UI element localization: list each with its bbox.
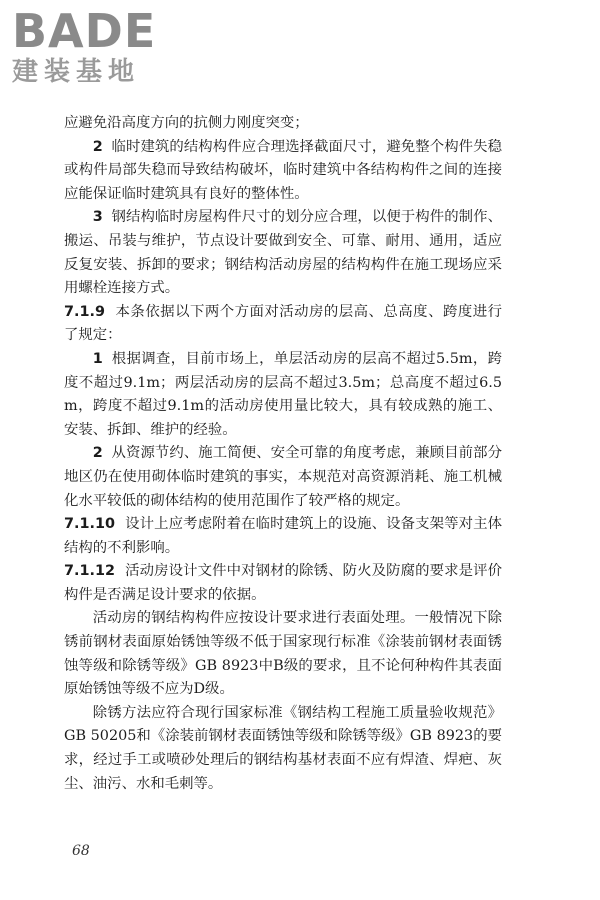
paragraph-text: 从资源节约、施工简便、安全可靠的角度考虑，兼顾目前部分地区仍在使用砌体临时建筑的事实，本规范对高资源消耗、施工机械化水平较低的砌体结构的使用范围作了较严格的规定。	[64, 445, 502, 509]
page-number: 68	[72, 843, 90, 859]
logo-wordmark: BADE	[12, 4, 157, 58]
clause-number: 7.1.10	[64, 516, 115, 533]
paragraph-text: 活动房的钢结构构件应按设计要求进行表面处理。一般情况下除锈前钢材表面原始锈蚀等级不低于国家现行标准《涂装前钢材表面锈蚀等级和除锈等级》GB 8923中B级的要求，且不论何种构件其表面原始锈蚀等级不应为D级。	[64, 610, 502, 698]
paragraph-text: 根据调查，目前市场上，单层活动房的层高不超过5.5m，跨度不超过9.1m；两层活动房的层高不超过3.5m；总高度不超过6.5m，跨度不超过9.1m的活动房使用量比较大，具有较成熟的施工、安装、拆卸、维护的经验。	[64, 350, 502, 438]
clause-number: 7.1.12	[64, 563, 115, 580]
item-number: 2	[92, 138, 103, 155]
body-paragraph	[64, 702, 502, 796]
paragraph-text: 应避免沿高度方向的抗侧力刚度突变；	[64, 115, 309, 131]
paragraph-continuation	[64, 112, 502, 136]
paragraph-text: 钢结构临时房屋构件尺寸的划分应合理，以便于构件的制作、搬运、吊装与维护，节点设计要做到安全、可靠、耐用、通用，适应反复安装、拆卸的要求；钢结构活动房屋的结构构件在施工现场应采用螺栓连接方式。	[64, 209, 502, 297]
clause-paragraph	[64, 560, 502, 607]
item-number: 1	[92, 350, 103, 367]
paragraph-text: 临时建筑的结构构件应合理选择截面尺寸，避免整个构件失稳或构件局部失稳而导致结构破坏，临时建筑中各结构构件之间的连接应能保证临时建筑具有良好的整体性。	[64, 138, 502, 202]
clause-number: 7.1.9	[64, 303, 105, 320]
paragraph-text: 设计上应考虑附着在临时建筑上的设施、设备支架等对主体结构的不利影响。	[64, 516, 502, 556]
list-item	[64, 348, 502, 442]
paragraph-text: 活动房设计文件中对钢材的除锈、防火及防腐的要求是评价构件是否满足设计要求的依据。	[64, 563, 502, 603]
list-item	[64, 136, 502, 207]
clause-paragraph	[64, 513, 502, 560]
site-logo	[12, 6, 182, 88]
paragraph-text: 本条依据以下两个方面对活动房的层高、总高度、跨度进行了规定：	[64, 303, 502, 344]
logo-subtitle: 建装基地	[12, 57, 141, 87]
item-number: 3	[92, 209, 103, 226]
item-number: 2	[92, 445, 103, 462]
document-body	[64, 112, 502, 796]
paragraph-text: 除锈方法应符合现行国家标准《钢结构工程施工质量验收规范》GB 50205和《涂装前钢材表面锈蚀等级和除锈等级》GB 8923的要求，经过手工或喷砂处理后的钢结构基材表面不应有焊渣、焊疤、灰尘、油污、水和毛刺等。	[64, 704, 502, 792]
list-item	[64, 442, 502, 513]
clause-paragraph	[64, 301, 502, 348]
body-paragraph	[64, 607, 502, 701]
list-item	[64, 206, 502, 300]
